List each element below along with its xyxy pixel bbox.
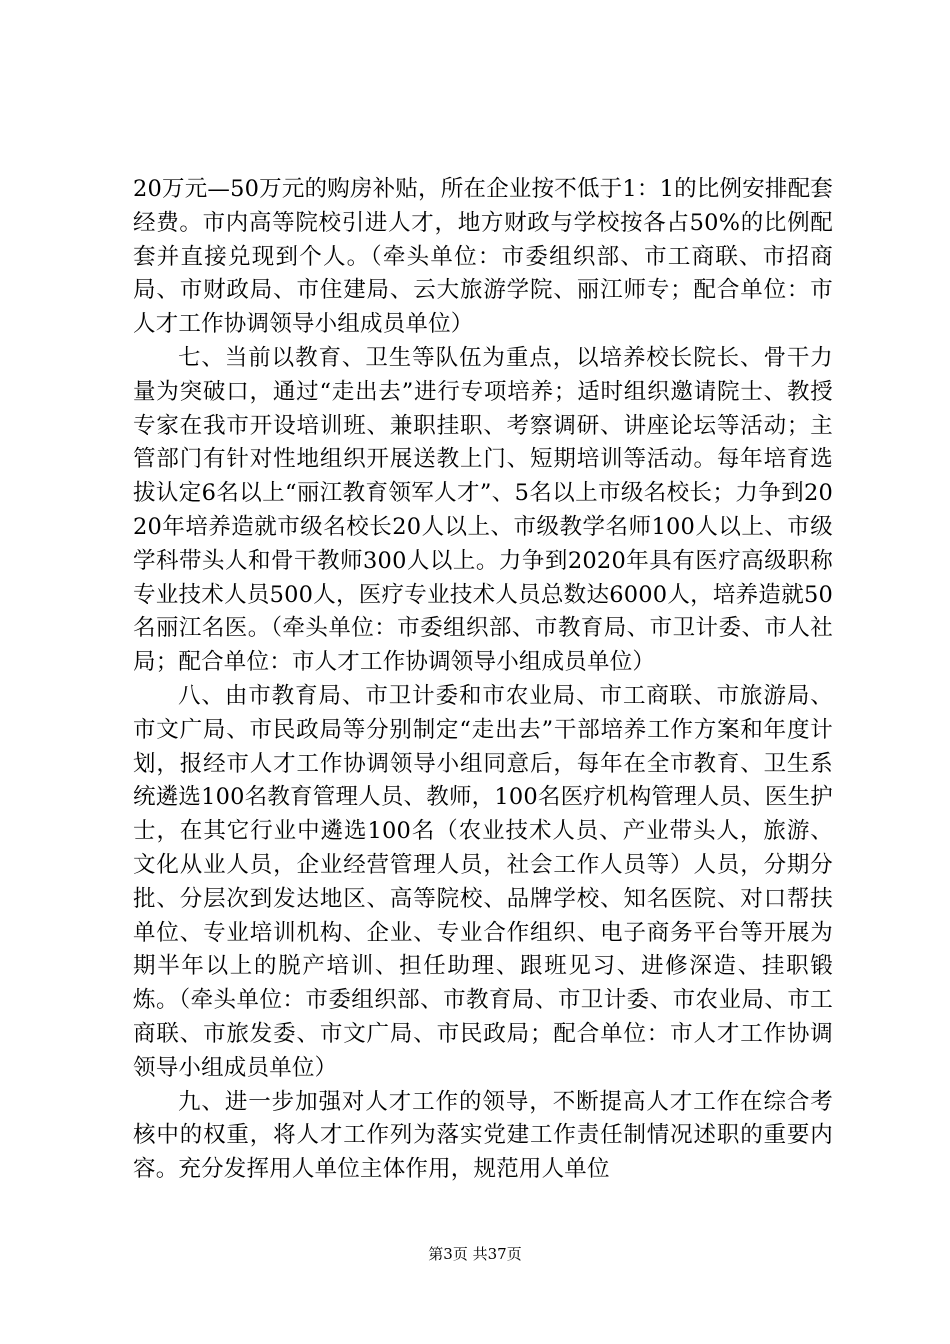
paragraph-continuation: 20万元—50万元的购房补贴，所在企业按不低于1：1的比例安排配套经费。市内高等院校引进人才，地方财政与学校按各占50%的比例配套并直接兑现到个人。（牵头单位：市委组织部、市工商联、市招商局、市财政局、市住建局、云大旅游学院、丽江师专；配合单位：市人才工作协调领导小组成员单位） [133,176,833,338]
page-footer [0,1243,950,1264]
paragraph-nine: 九、进一步加强对人才工作的领导，不断提高人才工作在综合考核中的权重，将人才工作列为落实党建工作责任制情况述职的重要内容。充分发挥用人单位主体作用，规范用人单位 [133,1088,833,1183]
paragraph-eight: 八、由市教育局、市卫计委和市农业局、市工商联、市旅游局、市文广局、市民政局等分别制定“走出去”干部培养工作方案和年度计划，报经市人才工作协调领导小组同意后，每年在全市教育、卫生系统遴选100名教育管理人员、教师，100名医疗机构管理人员、医生护士，在其它行业中遴选100名（农业技术人员、产业带头人，旅游、文化从业人员，企业经营管理人员，社会工作人员等）人员，分期分批、分层次到发达地区、高等院校、品牌学校、知名医院、对口帮扶单位、专业培训机构、企业、专业合作组织、电子商务平台等开展为期半年以上的脱产培训、担任助理、跟班见习、进修深造、挂职锻炼。（牵头单位：市委组织部、市教育局、市卫计委、市农业局、市工商联、市旅发委、市文广局、市民政局；配合单位：市人才工作协调领导小组成员单位） [133,682,833,1081]
paragraph-seven: 七、当前以教育、卫生等队伍为重点，以培养校长院长、骨干力量为突破口，通过“走出去”进行专项培养；适时组织邀请院士、教授专家在我市开设培训班、兼职挂职、考察调研、讲座论坛等活动；主管部门有针对性地组织开展送教上门、短期培训等活动。每年培育选拔认定6名以上“丽江教育领军人才”、5名以上市级名校长；力争到2020年培养造就市级名校长20人以上、市级教学名师100人以上、市级学科带头人和骨干教师300人以上。力争到2020年具有医疗高级职称专业技术人员500人，医疗专业技术人员总数达6000人，培养造就50名丽江名医。（牵头单位：市委组织部、市教育局、市卫计委、市人社局；配合单位：市人才工作协调领导小组成员单位） [133,344,833,676]
page-number: 第3页 共37页 [428,1245,522,1263]
document-body [133,173,833,1187]
